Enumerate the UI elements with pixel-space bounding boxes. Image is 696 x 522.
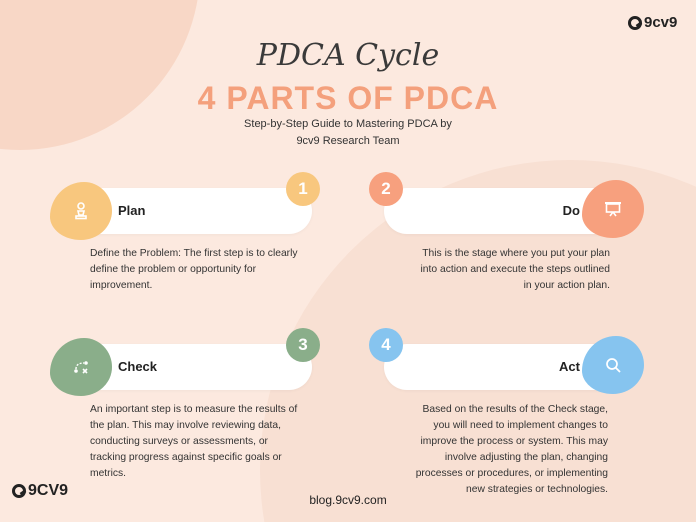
desc-line: metrics.: [90, 468, 127, 479]
step-label: Check: [118, 359, 158, 374]
subtitle-line: 9cv9 Research Team: [296, 135, 400, 147]
step-description-act: [386, 402, 608, 498]
desc-line: into action and execute the steps outlined: [420, 264, 610, 275]
desc-line: Define the Problem: The first step is to clearly: [90, 248, 298, 259]
desc-line: processes or procedures, or implementing: [415, 468, 608, 479]
main-title: 4 PARTS OF PDCA: [197, 80, 499, 116]
desc-line: improve the process or system. This may: [420, 436, 608, 447]
desc-line: in your action plan.: [523, 280, 610, 291]
brand-name: 9cv9: [644, 14, 678, 31]
script-title: PDCA Cycle: [256, 38, 440, 73]
desc-line: Based on the results of the Check stage,: [422, 404, 608, 415]
step-blob-plan: [50, 182, 112, 240]
step-description-do: [378, 246, 610, 294]
subtitle-line: Step-by-Step Guide to Mastering PDCA by: [244, 118, 452, 130]
desc-line: This is the stage where you put your plan: [422, 248, 610, 259]
presentation-board-icon: [604, 201, 622, 217]
desc-line: improvement.: [90, 280, 153, 291]
brand-logo: [628, 14, 677, 31]
step-label: Plan: [118, 203, 146, 218]
desc-line: you will need to implement changes to: [433, 420, 608, 431]
footer-url[interactable]: blog.9cv9.com: [309, 493, 387, 507]
subtitle: [0, 116, 696, 150]
desc-line: define the problem or opportunity for: [90, 264, 256, 275]
magnifier-icon: [604, 356, 622, 374]
step-number: 2: [369, 172, 403, 206]
step-number: 4: [369, 328, 403, 362]
step-label: Act: [559, 359, 580, 374]
desc-line: tracking progress against specific goals or: [90, 452, 282, 463]
desc-line: the plan. This may involve reviewing data,: [90, 420, 281, 431]
desc-line: involve adjusting the plan, changing: [444, 452, 608, 463]
logo-mark-icon: [628, 16, 642, 30]
step-description-plan: [90, 246, 340, 294]
step-number: 3: [286, 328, 320, 362]
chess-pawn-icon: [73, 202, 89, 220]
step-description-check: [90, 402, 350, 482]
step-label: Do: [562, 203, 580, 218]
desc-line: conducting surveys or assessments, or: [90, 436, 268, 447]
nodes-icon: [72, 359, 90, 375]
desc-line: An important step is to measure the results of: [90, 404, 298, 415]
step-number: 1: [286, 172, 320, 206]
step-blob-check: [50, 338, 112, 396]
desc-line: new strategies or technologies.: [466, 484, 608, 495]
brand-name: 9CV9: [28, 482, 69, 499]
